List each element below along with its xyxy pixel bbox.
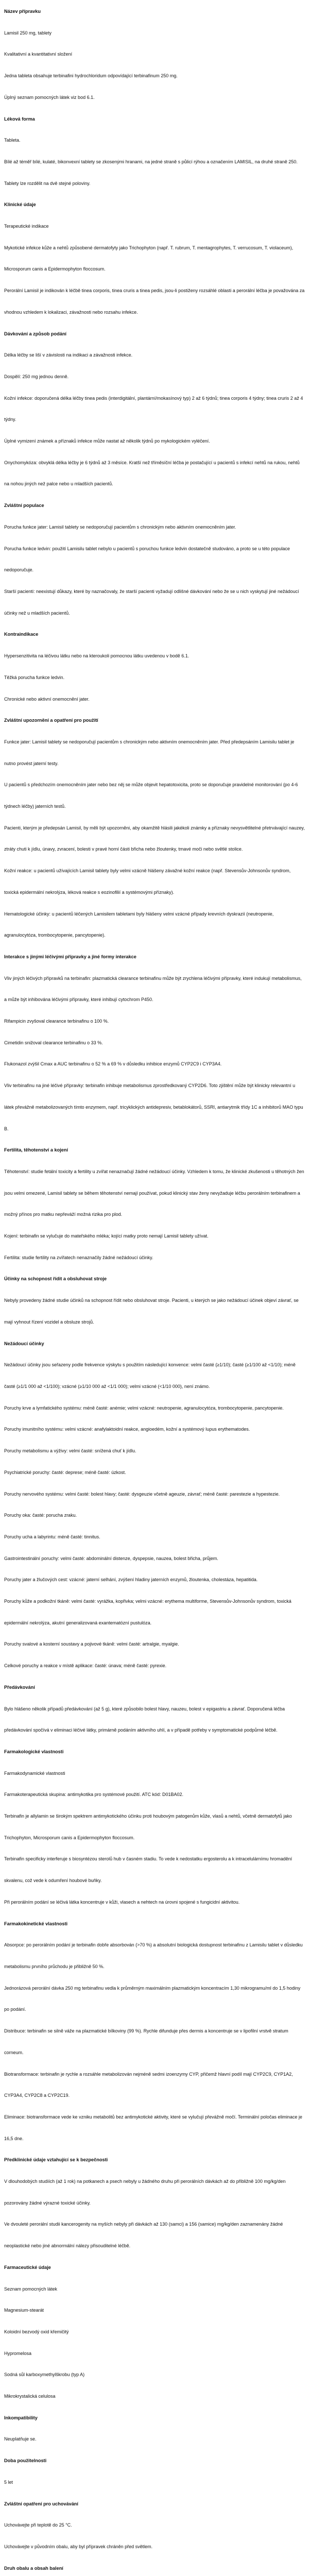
section-text: Kojení: terbinafin se vylučuje do mateřského mléka; kojící matky proto nemají Lamisil tablety užívat. xyxy=(4,1233,209,1239)
document-section xyxy=(4,2450,305,2493)
section-text: V dlouhodobých studiích (až 1 rok) na potkanech a psech nebyly u žádného druhu při perorálních dávkách až do přibližně 100 mg/kg/den pozorovány žádné výrazné toxické účinky. xyxy=(4,2179,286,2206)
section-text: Hematologické účinky: u pacientů léčených Lamisilem tabletami byly hlášeny velmi vzácné případy krevních dyskrazií (neutropenie, agranulocytóza, trombocytopenie, pancytopenie). xyxy=(4,911,274,938)
section-heading: Farmakokinetické vlastnosti xyxy=(4,1921,68,1926)
section-text: Farmakodynamické vlastnosti xyxy=(4,1770,65,1776)
section-text: Dospělí: 250 mg jednou denně. xyxy=(4,374,69,379)
document-section xyxy=(4,2494,305,2558)
section-text: Poruchy svalové a kosterní soustavy a pojivové tkáně: velmi časté: artralgie, myalgie. xyxy=(4,1641,179,1647)
section-heading: Klinické údaje xyxy=(4,202,36,208)
section-heading: Doba použitelnosti xyxy=(4,2458,47,2464)
section-text: Lamisil 250 mg, tablety xyxy=(4,30,52,36)
section-text: Sodná sůl karboxymethylškrobu (typ A) xyxy=(4,2372,85,2378)
document-page xyxy=(4,1,305,2576)
section-text: Hypromelosa xyxy=(4,2350,32,2356)
section-text: Mykotické infekce kůže a nehtů způsobené dermatofyty jako Trichophyton (např. T. rubrum, T. mentagrophytes, T. verrucosum, T. violaceum), Microsporum canis a Epidermophyton floccosum. xyxy=(4,245,294,272)
document-section xyxy=(4,1913,305,2150)
section-text: Tableta. xyxy=(4,138,21,143)
section-text: Délka léčby se liší v závislosti na indikaci a závažnosti infekce. xyxy=(4,352,133,358)
section-text: Ve dvouleté perorální studii kancerogenity na myších nebyly při dávkách až 130 (samci) a 156 (samice) mg/kg/den zaznamenány žádné neoplastické nebo jiné abnormální nálezy přisouditelné léčbě. xyxy=(4,2222,283,2249)
section-text: Poruchy metabolismu a výživy: velmi časté: snížená chuť k jídlu. xyxy=(4,1448,136,1454)
document-section xyxy=(4,710,305,946)
section-text: Mikrokrystalická celulosa xyxy=(4,2394,56,2399)
section-text: Těhotenství: studie fetální toxicity a fertility u zvířat nenaznačují žádné nežádoucí účinky. Vzhledem k tomu, že klinické zkušenosti u těhotných žen jsou velmi omezené, Lamisil tablety se během těhotenství nemají používat, pokud klinický stav ženy nevyžaduje léčbu perorálním terbinafinem a možný přínos pro matku nepřeváží možná rizika pro plod. xyxy=(4,1168,304,1217)
section-text: Onychomykóza: obvyklá délka léčby je 6 týdnů až 3 měsíce. Kratší než tříměsíční léčba je postačující u pacientů s infekcí nehtů na rukou, nehtů na nohou jiných než palce nebo u mladších pacientů. xyxy=(4,460,300,487)
document-section xyxy=(4,2558,305,2576)
section-text: Poruchy jater a žlučových cest: vzácné: jaterní selhání, zvýšení hladiny jaterních enzymů, žloutenka, cholestáza, hepatitida. xyxy=(4,1577,258,1583)
section-text: Flukonazol zvýšil Cmax a AUC terbinafinu o 52 % a 69 % v důsledku inhibice enzymů CYP2C9 i CYP3A4. xyxy=(4,1061,222,1067)
document-section xyxy=(4,194,305,323)
section-text: Úplný seznam pomocných látek viz bod 6.1. xyxy=(4,94,95,100)
section-heading: Nežádoucí účinky xyxy=(4,1341,44,1346)
section-text: Farmakoterapeutická skupina: antimykotika pro systémové použití. ATC kód: D01BA02. xyxy=(4,1792,183,1798)
section-text: Distribuce: terbinafin se silně váže na plazmatické bílkoviny (99 %). Rychle difunduje přes dermis a koncentruje se v lipofilní vrstvě stratum corneum. xyxy=(4,2028,288,2055)
section-text: Pacienti, kterým je předepsán Lamisil, by měli být upozorněni, aby okamžitě hlásili jakékoli známky a příznaky nevysvětlitelné přetrvávající nauzey, ztráty chuti k jídlu, únavy, zvracení, bolesti v pravé horní části břicha nebo žloutenky, tmavé moči nebo světlé stolice. xyxy=(4,825,305,852)
section-text: Cimetidin snižoval clearance terbinafinu o 33 %. xyxy=(4,1040,103,1045)
section-text: Porucha funkce ledvin: použití Lamisilu tablet nebylo u pacientů s poruchou funkce ledvin dostatečně studováno, a proto se u této populace nedoporučuje. xyxy=(4,546,290,573)
document-section xyxy=(4,1,305,109)
section-text: Hypersenzitivita na léčivou látku nebo na kteroukoli pomocnou látku uvedenou v bodě 6.1. xyxy=(4,653,190,659)
section-text: Magnesium-stearát xyxy=(4,2308,44,2313)
document-section xyxy=(4,2149,305,2257)
section-text: Bílé až téměř bílé, kulaté, bikonvexní tablety se zkosenými hranami, na jedné straně s půlicí rýhou a označením LAMISIL, na druhé straně 250. xyxy=(4,159,298,164)
section-text: Eliminace: biotransformace vede ke vzniku metabolitů bez antimykotické aktivity, které se vylučují převážně močí. Terminální poločas eliminace je 16,5 dne. xyxy=(4,2114,302,2141)
section-heading: Dávkování a způsob podání xyxy=(4,331,66,336)
section-text: Úplné vymizení známek a příznaků infekce může nastat až několik týdnů po mykologickém vyléčení. xyxy=(4,438,210,444)
section-text: Starší pacienti: neexistují důkazy, které by naznačovaly, že starší pacienti vyžadují odlišné dávkování nebo že se u nich vyskytují jiné nežádoucí účinky než u mladších pacientů. xyxy=(4,588,299,616)
section-heading: Interakce s jinými léčivými přípravky a jiné formy interakce xyxy=(4,954,136,959)
section-text: 5 let xyxy=(4,2479,13,2485)
section-heading: Název přípravku xyxy=(4,9,41,14)
section-text: Tablety lze rozdělit na dvě stejné poloviny. xyxy=(4,180,91,186)
section-text: Kožní infekce: doporučená délka léčby tinea pedis (interdigitální, plantární/mokasínový typ) 2 až 6 týdnů; tinea corporis 4 týdny; tinea cruris 2 až 4 týdny. xyxy=(4,395,303,422)
section-text: Seznam pomocných látek xyxy=(4,2286,58,2292)
section-text: Jedna tableta obsahuje terbinafini hydrochloridum odpovídající terbinafinum 250 mg. xyxy=(4,73,178,79)
section-text: Funkce jater: Lamisil tablety se nedoporučují pacientům s chronickým nebo aktivním onemocněním jater. Před předepsáním Lamisilu tablet je nutno provést jaterní testy. xyxy=(4,739,295,766)
section-text: Terbinafin je allylamin se širokým spektrem antimykotického účinku proti houbovým patogenům kůže, vlasů a nehtů, včetně dermatofytů jako Trichophyton, Microsporum canis a Epidermophyton floccosum. xyxy=(4,1814,292,1840)
section-text: Celkové poruchy a reakce v místě aplikace: časté: únava; méně časté: pyrexie. xyxy=(4,1663,167,1669)
section-text: Gastrointestinální poruchy: velmi časté: abdominální distenze, dyspepsie, nauzea, bolest břicha, průjem. xyxy=(4,1555,218,1561)
section-text: Uchovávejte při teplotě do 25 °C. xyxy=(4,2522,72,2528)
section-text: Při perorálním podání se léčivá látka koncentruje v kůži, vlasech a nehtech na úrovni spojené s fungicidní aktivitou. xyxy=(4,1899,240,1905)
section-text: Poruchy imunitního systému: velmi vzácné: anafylaktoidní reakce, angioedém, kožní a systémový lupus erythematodes. xyxy=(4,1427,250,1432)
document-section xyxy=(4,2408,305,2450)
section-text: Biotransformace: terbinafin je rychle a rozsáhle metabolizován nejméně sedmi izoenzymy CYP, přičemž hlavní podíl mají CYP2C9, CYP1A2, CYP3A4, CYP2C8 a CYP2C19. xyxy=(4,2071,293,2098)
section-text: Uchovávejte v původním obalu, aby byl přípravek chráněn před světlem. xyxy=(4,2544,153,2549)
section-text: Absorpce: po perorálním podání je terbinafin dobře absorbován (>70 %) a absolutní biologická dostupnost terbinafinu z Lamisilu tablet v důsledku metabolismu prvního průchodu je přibližně 50 %. xyxy=(4,1942,303,1969)
section-heading: Druh obalu a obsah balení xyxy=(4,2565,63,2571)
section-text: Terapeutické indikace xyxy=(4,224,49,229)
section-heading: Farmaceutické údaje xyxy=(4,2264,51,2270)
document-section xyxy=(4,109,305,195)
section-text: Porucha funkce jater: Lamisil tablety se nedoporučují pacientům s chronickým nebo aktivním onemocněním jater. xyxy=(4,524,236,530)
section-text: Poruchy ucha a labyrintu: méně časté: tinnitus. xyxy=(4,1534,100,1539)
section-heading: Účinky na schopnost řídit a obsluhovat stroje xyxy=(4,1276,107,1282)
section-text: U pacientů s předchozím onemocněním jater nebo bez něj se může objevit hepatotoxicita, proto se doporučuje pravidelné monitorování (po 4-6 týdnech léčby) jaterních testů. xyxy=(4,782,298,809)
section-heading: Zvláštní populace xyxy=(4,503,44,509)
section-heading: Farmakologické vlastnosti xyxy=(4,1749,64,1754)
section-heading: Zvláštní opatření pro uchovávání xyxy=(4,2501,78,2506)
section-text: Poruchy oka: časté: porucha zraku. xyxy=(4,1513,77,1518)
document-section xyxy=(4,1268,305,1333)
section-text: Perorální Lamisil je indikován k léčbě tinea corporis, tinea cruris a tinea pedis, jsou-li postiženy rozsáhlé oblasti a perorální léčba je považována za vhodnou vzhledem k lokalizaci, závažnosti nebo rozsahu infekce. xyxy=(4,288,305,315)
section-text: Nežádoucí účinky jsou seřazeny podle frekvence výskytu s použitím následující konvence: velmi časté (≥1/10); časté (≥1/100 až <1/10); méně časté (≥1/1 000 až <1/100); vzácné (≥1/10 000 až <1/1 000); velmi vzácné (<1/10 000), není známo. xyxy=(4,1362,296,1389)
section-text: Terbinafin specificky interferuje s biosyntézou sterolů hub v časném stadiu. To vede k nedostatku ergosterolu a k intracelulárnímu hromadění skvalenu, což vede k odumření houbové buňky. xyxy=(4,1856,293,1884)
section-heading: Zvláštní upozornění a opatření pro použití xyxy=(4,718,98,723)
document-section xyxy=(4,2257,305,2408)
document-section xyxy=(4,1140,305,1268)
document-section xyxy=(4,946,305,1140)
document-section xyxy=(4,1333,305,1677)
section-text: Chronické nebo aktivní onemocnění jater. xyxy=(4,696,90,702)
section-heading: Inkompatibility xyxy=(4,2415,38,2420)
section-text: Poruchy krve a lymfatického systému: méně časté: anémie; velmi vzácné: neutropenie, agranulocytóza, trombocytopenie, pancytopenie. xyxy=(4,1405,284,1411)
section-heading: Léková forma xyxy=(4,116,35,122)
document-section xyxy=(4,1741,305,1913)
section-text: Fertilita: studie fertility na zvířatech nenaznačily žádné nežádoucí účinky. xyxy=(4,1255,153,1260)
section-heading: Fertilita, těhotenství a kojení xyxy=(4,1147,68,1153)
section-text: Vliv jiných léčivých přípravků na terbinafin: plazmatická clearance terbinafinu může být zrychlena léčivými přípravky, které indukují metabolismus, a může být inhibována léčivými přípravky, které inhibují cytochrom P450. xyxy=(4,975,302,1003)
section-text: Nebyly provedeny žádné studie účinků na schopnost řídit nebo obsluhovat stroje. Pacienti, u kterých se jako nežádoucí účinek objeví závrať, se mají vyhnout řízení vozidel a obsluze strojů. xyxy=(4,1298,299,1325)
document-section xyxy=(4,324,305,496)
section-heading: Předklinické údaje vztahující se k bezpečnosti xyxy=(4,2157,108,2163)
document-section xyxy=(4,495,305,624)
section-text: Vliv terbinafinu na jiné léčivé přípravky: terbinafin inhibuje metabolismus zprostředkovaný CYP2D6. Toto zjištění může být klinicky relevantní u látek převážně metabolizovaných tímto enzymem, např. tricyklických antidepresiv, betablokátorů, SSRI, antiarytmik třídy 1C a inhibitorů MAO typu B. xyxy=(4,1083,303,1131)
section-text: Bylo hlášeno několik případů předávkování (až 5 g), které způsobilo bolest hlavy, nauzeu, bolest v epigastriu a závrať. Doporučená léčba předávkování spočívá v eliminaci léčivé látky, primárně podáním aktivního uhlí, a v případě potřeby v symptomatické podpůrné léčbě. xyxy=(4,1706,285,1733)
section-heading: Předávkování xyxy=(4,1684,35,1690)
section-text: Psychiatrické poruchy: časté: deprese; méně časté: úzkost. xyxy=(4,1469,126,1475)
section-text: Poruchy kůže a podkožní tkáně: velmi časté: vyrážka, kopřivka; velmi vzácné: erythema multiforme, Stevensův-Johnsonův syndrom, toxická epidermální nekrolýza, akutní generalizovaná exantematózní pustulóza. xyxy=(4,1599,291,1625)
section-text: Kvalitativní a kvantitativní složení xyxy=(4,52,73,57)
section-text: Poruchy nervového systému: velmi časté: bolest hlavy; časté: dysgeuzie včetně ageuzie, závrať; méně časté: parestezie a hypestezie. xyxy=(4,1491,280,1497)
section-text: Jednorázová perorální dávka 250 mg terbinafinu vedla k průměrným maximálním plazmatickým koncentracím 1,30 mikrogramu/ml do 1,5 hodiny po podání. xyxy=(4,1985,301,2012)
section-heading: Kontraindikace xyxy=(4,632,39,637)
section-text: Rifampicin zvyšoval clearance terbinafinu o 100 %. xyxy=(4,1019,109,1024)
section-text: Neuplatňuje se. xyxy=(4,2436,37,2442)
section-text: Koloidní bezvodý oxid křemičitý xyxy=(4,2329,69,2334)
document-section xyxy=(4,624,305,710)
section-text: Kožní reakce: u pacientů užívajících Lamisil tablety byly velmi vzácně hlášeny závažné kožní reakce (např. Stevensův-Johnsonův syndrom, toxická epidermální nekrolýza, léková reakce s eozinofilií a systémovými příznaky). xyxy=(4,868,291,895)
section-text: Těžká porucha funkce ledvin. xyxy=(4,674,65,680)
document-section xyxy=(4,1677,305,1741)
